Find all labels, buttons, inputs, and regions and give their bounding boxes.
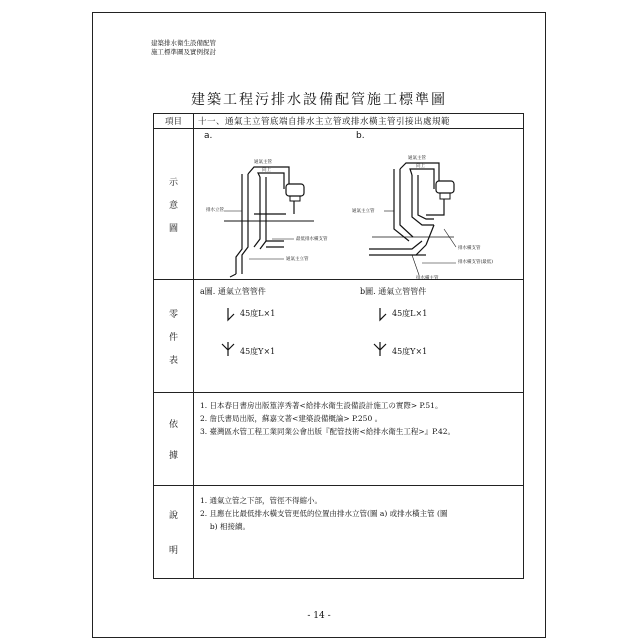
wye-45-icon [222,342,234,356]
diagram-b-annot-vent-top: 通氣主管 [408,156,426,161]
notes-row [154,486,524,579]
parts-b-item-2: 45度Y×1 [392,347,428,356]
parts-a-item-1: 45度L×1 [240,309,276,318]
reference-1: 1. 日本春日書房出版篁淳秀著<給排水衛生設備設計施工の實際> P.51。 [200,401,443,410]
table-header-row [154,114,524,129]
schematic-cell [194,129,524,280]
note-2-cont: b) 相接續。 [200,522,250,531]
parts-cell [194,280,524,393]
notes-cell [194,486,524,579]
diagram-a-label: a. [204,131,213,141]
standard-drawing-table [153,113,524,579]
running-header [151,39,216,57]
fittings-icons [194,280,524,392]
parts-a-item-2: 45度Y×1 [240,347,276,356]
wye-45-icon-b [374,342,386,356]
diagram-b-annot-horizontal: 排水橫主管 [416,276,439,281]
notes-label: 說 明 [154,486,194,579]
diagram-b-annot-lowest: 排水橫支管(最低) [458,260,494,265]
header-line-1: 建築排水衛生設備配管 [151,39,216,47]
header-line-2: 施工標準圖及實例探討 [151,48,216,56]
reference-3: 3. 臺灣區水管工程工業同業公會出版『配管技術<給排水衛生工程>』P.42。 [200,427,456,436]
page-number: - 14 - [307,611,331,621]
elbow-45-icon [228,308,234,320]
document-page [92,12,546,638]
diagram-a [194,129,524,279]
diagram-b-annot-up: 向上 [416,164,425,169]
parts-b-title: b圖. 通氣立管管件 [360,287,427,296]
schematic-label: 示 意 圖 [154,129,194,280]
diagram-a-annot-vent-top: 通氣主管 [254,160,272,165]
basis-cell [194,393,524,486]
basis-label: 依 據 [154,393,194,486]
parts-a-title: a圖. 通氣立管管件 [200,287,266,296]
basis-row [154,393,524,486]
diagram-b-label: b. [356,131,365,141]
parts-row [154,280,524,393]
diagram-b-annot-vent-main: 通氣主立管 [352,209,375,214]
diagram-b-annot-branch: 排水橫支管 [458,246,481,251]
elbow-45-icon-b [380,308,386,320]
diagram-a-annot-lowest: 最低排水橫支管 [296,237,328,242]
item-title: 十一、通氣主立管底端自排水主立管或排水橫主管引接出處規範 [194,114,524,129]
diagram-a-annot-vent-main: 通氣主立管 [286,257,309,262]
schematic-row [154,129,524,280]
diagram-a-annot-up: 向上 [262,168,271,173]
page-title: 建築工程污排水設備配管施工標準圖 [191,92,447,108]
diagram-a-annot-drain: 排水立管 [206,208,224,213]
parts-b-item-1: 45度L×1 [392,309,428,318]
item-header: 項目 [154,114,194,129]
parts-label: 零 件 表 [154,280,194,393]
reference-2: 2. 詹氏書局出版，蘇嘉文著<建築設備概論> P.250 。 [200,414,383,423]
note-1: 1. 通氣立管之下部，管徑不得縮小。 [200,496,323,505]
note-2: 2. 且應在比最低排水橫支管更低的位置由排水立管(圖 a) 或排水橫主管 (圖 [200,509,448,518]
